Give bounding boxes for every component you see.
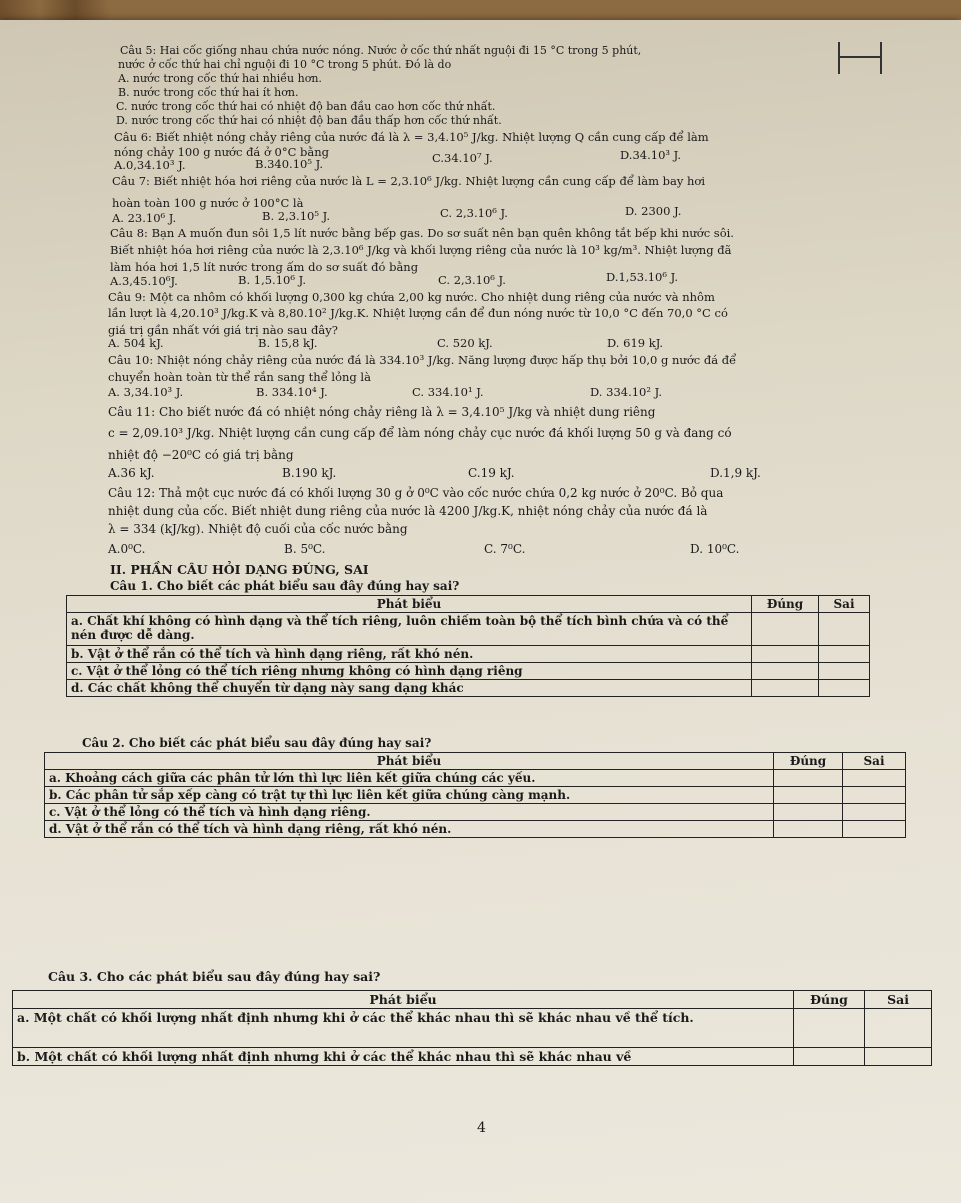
tf2-answer-false-a[interactable] bbox=[843, 770, 906, 787]
q8-option-c: C. 2,3.10⁶ J. bbox=[438, 273, 506, 287]
tf2-answer-true-d[interactable] bbox=[774, 821, 843, 838]
q5-option-b: B. nước trong cốc thứ hai ít hơn. bbox=[118, 86, 299, 99]
table-row bbox=[67, 663, 870, 680]
q10-stem-line2: chuyển hoàn toàn từ thể rắn sang thể lỏng là bbox=[108, 370, 371, 384]
q7-stem-line1: Câu 7: Biết nhiệt hóa hơi riêng của nước là L = 2,3.10⁶ J/kg. Nhiệt lượng cần cung cấp để làm bay hơi bbox=[112, 174, 706, 188]
q11-option-a: A.36 kJ. bbox=[108, 466, 155, 480]
tf1-answer-false-c[interactable] bbox=[819, 663, 870, 680]
q10-option-b: B. 334.10⁴ J. bbox=[256, 385, 328, 399]
q10-option-a: A. 3,34.10³ J. bbox=[108, 385, 184, 399]
section-heading: II. PHẦN CÂU HỎI DẠNG ĐÚNG, SAI bbox=[110, 562, 369, 577]
q6-option-c: C.34.10⁷ J. bbox=[432, 151, 493, 165]
tf3-table bbox=[12, 990, 932, 1066]
tf1-statement-a: a. Chất khí không có hình dạng và thể tích riêng, luôn chiếm toàn bộ thể tích bình chứa và có thể nén được dễ dàng. bbox=[67, 613, 752, 646]
q9-option-c: C. 520 kJ. bbox=[437, 336, 493, 350]
page-number: 4 bbox=[477, 1120, 486, 1136]
tf1-answer-true-c[interactable] bbox=[752, 663, 819, 680]
tf2-answer-true-c[interactable] bbox=[774, 804, 843, 821]
tf2-answer-true-b[interactable] bbox=[774, 787, 843, 804]
q7-option-d: D. 2300 J. bbox=[625, 204, 682, 218]
tf3-answer-true-a[interactable] bbox=[794, 1009, 865, 1048]
tf2-statement-d: d. Vật ở thể rắn có thể tích và hình dạng riêng, rất khó nén. bbox=[45, 821, 774, 838]
q8-option-a: A.3,45.10⁶J. bbox=[110, 274, 178, 288]
q9-option-b: B. 15,8 kJ. bbox=[258, 336, 318, 350]
q5-option-a: A. nước trong cốc thứ hai nhiều hơn. bbox=[118, 72, 322, 85]
q9-option-a: A. 504 kJ. bbox=[108, 336, 164, 350]
q5-option-d: D. nước trong cốc thứ hai có nhiệt độ ban đầu thấp hơn cốc thứ nhất. bbox=[116, 114, 502, 127]
table-row bbox=[67, 613, 870, 646]
tf2-title: Câu 2. Cho biết các phát biểu sau đây đúng hay sai? bbox=[82, 736, 432, 750]
tf2-statement-a: a. Khoảng cách giữa các phân tử lớn thì lực liên kết giữa chúng các yếu. bbox=[45, 770, 774, 787]
q9-stem-line2: lần lượt là 4,20.10³ J/kg.K và 8,80.10² J/kg.K. Nhiệt lượng cần để đun nóng nước từ 10,0 °C đến 70,0 °C có bbox=[108, 306, 728, 320]
table-row bbox=[45, 770, 906, 787]
table-row bbox=[45, 804, 906, 821]
tf2-header-false: Sai bbox=[843, 753, 906, 770]
q11-stem-line1: Câu 11: Cho biết nước đá có nhiệt nóng chảy riêng là λ = 3,4.10⁵ J/kg và nhiệt dung riêng bbox=[108, 405, 656, 419]
q5-stem-line2: nước ở cốc thứ hai chỉ nguội đi 10 °C trong 5 phút. Đó là do bbox=[118, 58, 452, 71]
q6-stem-line2: nóng chảy 100 g nước đá ở 0°C bằng bbox=[114, 145, 330, 159]
table-row bbox=[13, 1048, 932, 1066]
tf2-answer-true-a[interactable] bbox=[774, 770, 843, 787]
tf2-header-true: Đúng bbox=[774, 753, 843, 770]
tf3-answer-true-b[interactable] bbox=[794, 1048, 865, 1066]
tf2-header-statement: Phát biểu bbox=[45, 753, 774, 770]
q8-option-d: D.1,53.10⁶ J. bbox=[606, 270, 678, 284]
q11-option-d: D.1,9 kJ. bbox=[710, 466, 761, 480]
q11-option-b: B.190 kJ. bbox=[282, 466, 337, 480]
q11-stem-line2: c = 2,09.10³ J/kg. Nhiệt lượng cần cung cấp để làm nóng chảy cục nước đá khối lượng 50 g và đang có bbox=[108, 426, 732, 440]
tf2-statement-b: b. Các phân tử sắp xếp càng có trật tự thì lực liên kết giữa chúng càng mạnh. bbox=[45, 787, 774, 804]
tf1-statement-d: d. Các chất không thể chuyển từ dạng này sang dạng khác bbox=[67, 680, 752, 697]
q12-option-d: D. 10⁰C. bbox=[690, 542, 740, 556]
q10-stem-line1: Câu 10: Nhiệt nóng chảy riêng của nước đá là 334.10³ J/kg. Năng lượng được hấp thụ bởi 10,0 g nước đá để bbox=[108, 353, 737, 367]
q10-option-c: C. 334.10¹ J. bbox=[412, 385, 484, 399]
tf2-answer-false-d[interactable] bbox=[843, 821, 906, 838]
tf3-header-statement: Phát biểu bbox=[13, 991, 794, 1009]
tf3-header-true: Đúng bbox=[794, 991, 865, 1009]
tf1-answer-true-d[interactable] bbox=[752, 680, 819, 697]
tf1-statement-c: c. Vật ở thể lỏng có thể tích riêng nhưng không có hình dạng riêng bbox=[67, 663, 752, 680]
q5-stem-line1: Câu 5: Hai cốc giống nhau chứa nước nóng. Nước ở cốc thứ nhất nguội đi 15 °C trong 5 phút, bbox=[120, 44, 642, 57]
tf2-statement-c: c. Vật ở thể lỏng có thể tích và hình dạng riêng. bbox=[45, 804, 774, 821]
q12-option-b: B. 5⁰C. bbox=[284, 542, 326, 556]
q11-stem-line3: nhiệt độ −20⁰C có giá trị bằng bbox=[108, 448, 294, 462]
table-row bbox=[67, 680, 870, 697]
tf3-header-false: Sai bbox=[865, 991, 932, 1009]
handwritten-mark bbox=[838, 42, 882, 74]
table-row bbox=[13, 1009, 932, 1048]
tf2-answer-false-c[interactable] bbox=[843, 804, 906, 821]
table-row bbox=[45, 787, 906, 804]
q8-stem-line3: làm hóa hơi 1,5 lít nước trong ấm do sơ suất đó bằng bbox=[110, 260, 419, 274]
tf1-answer-false-b[interactable] bbox=[819, 646, 870, 663]
tf3-answer-false-b[interactable] bbox=[865, 1048, 932, 1066]
q12-option-a: A.0⁰C. bbox=[108, 542, 146, 556]
tf1-header-true: Đúng bbox=[752, 596, 819, 613]
q12-stem-line2: nhiệt dung của cốc. Biết nhiệt dung riêng của nước là 4200 J/kg.K, nhiệt nóng chảy của nước đá là bbox=[108, 504, 708, 518]
q12-option-c: C. 7⁰C. bbox=[484, 542, 526, 556]
table-row bbox=[45, 821, 906, 838]
q7-option-a: A. 23.10⁶ J. bbox=[112, 211, 177, 225]
q6-option-a: A.0,34.10³ J. bbox=[114, 158, 186, 172]
q8-option-b: B. 1,5.10⁶ J. bbox=[238, 273, 306, 287]
tf1-answer-true-a[interactable] bbox=[752, 613, 819, 646]
tf1-answer-false-d[interactable] bbox=[819, 680, 870, 697]
tf1-title: Câu 1. Cho biết các phát biểu sau đây đúng hay sai? bbox=[110, 579, 460, 593]
q7-option-b: B. 2,3.10⁵ J. bbox=[262, 209, 330, 223]
q10-option-d: D. 334.10² J. bbox=[590, 385, 662, 399]
tf1-answer-false-a[interactable] bbox=[819, 613, 870, 646]
table-row bbox=[67, 646, 870, 663]
q6-stem-line1: Câu 6: Biết nhiệt nóng chảy riêng của nước đá là λ = 3,4.10⁵ J/kg. Nhiệt lượng Q cần cung cấp để làm bbox=[114, 130, 709, 144]
tf1-header-false: Sai bbox=[819, 596, 870, 613]
tf2-table bbox=[44, 752, 906, 838]
tf1-answer-true-b[interactable] bbox=[752, 646, 819, 663]
q12-stem-line3: λ = 334 (kJ/kg). Nhiệt độ cuối của cốc nước bằng bbox=[108, 522, 408, 536]
tf3-answer-false-a[interactable] bbox=[865, 1009, 932, 1048]
q9-stem-line3: giá trị gần nhất với giá trị nào sau đây? bbox=[108, 323, 338, 337]
q12-stem-line1: Câu 12: Thả một cục nước đá có khối lượng 30 g ở 0⁰C vào cốc nước chứa 0,2 kg nước ở 20⁰C. Bỏ qua bbox=[108, 486, 724, 500]
tf1-table bbox=[66, 595, 870, 697]
tf3-statement-b: b. Một chất có khối lượng nhất định nhưng khi ở các thể khác nhau thì sẽ khác nhau về bbox=[13, 1048, 794, 1066]
q9-stem-line1: Câu 9: Một ca nhôm có khối lượng 0,300 kg chứa 2,00 kg nước. Cho nhiệt dung riêng của nước và nhôm bbox=[108, 290, 715, 304]
q11-option-c: C.19 kJ. bbox=[468, 466, 515, 480]
tf2-answer-false-b[interactable] bbox=[843, 787, 906, 804]
q8-stem-line2: Biết nhiệt hóa hơi riêng của nước là 2,3.10⁶ J/kg và khối lượng riêng của nước là 10³ kg/m³. Nhiệt lượng đã bbox=[110, 243, 732, 257]
q7-stem-line2: hoàn toàn 100 g nước ở 100°C là bbox=[112, 196, 304, 210]
q9-option-d: D. 619 kJ. bbox=[607, 336, 664, 350]
tf3-statement-a: a. Một chất có khối lượng nhất định nhưng khi ở các thể khác nhau thì sẽ khác nhau về thể tích. bbox=[13, 1009, 794, 1048]
tf1-statement-b: b. Vật ở thể rắn có thể tích và hình dạng riêng, rất khó nén. bbox=[67, 646, 752, 663]
q7-option-c: C. 2,3.10⁶ J. bbox=[440, 206, 508, 220]
q6-option-b: B.340.10⁵ J. bbox=[255, 157, 323, 171]
q6-option-d: D.34.10³ J. bbox=[620, 148, 682, 162]
tf1-header-statement: Phát biểu bbox=[67, 596, 752, 613]
tf3-title: Câu 3. Cho các phát biểu sau đây đúng hay sai? bbox=[48, 969, 381, 984]
q5-option-c: C. nước trong cốc thứ hai có nhiệt độ ban đầu cao hơn cốc thứ nhất. bbox=[116, 100, 496, 113]
q8-stem-line1: Câu 8: Bạn A muốn đun sôi 1,5 lít nước bằng bếp gas. Do sơ suất nên bạn quên không tắt bếp khi nước sôi. bbox=[110, 226, 734, 240]
